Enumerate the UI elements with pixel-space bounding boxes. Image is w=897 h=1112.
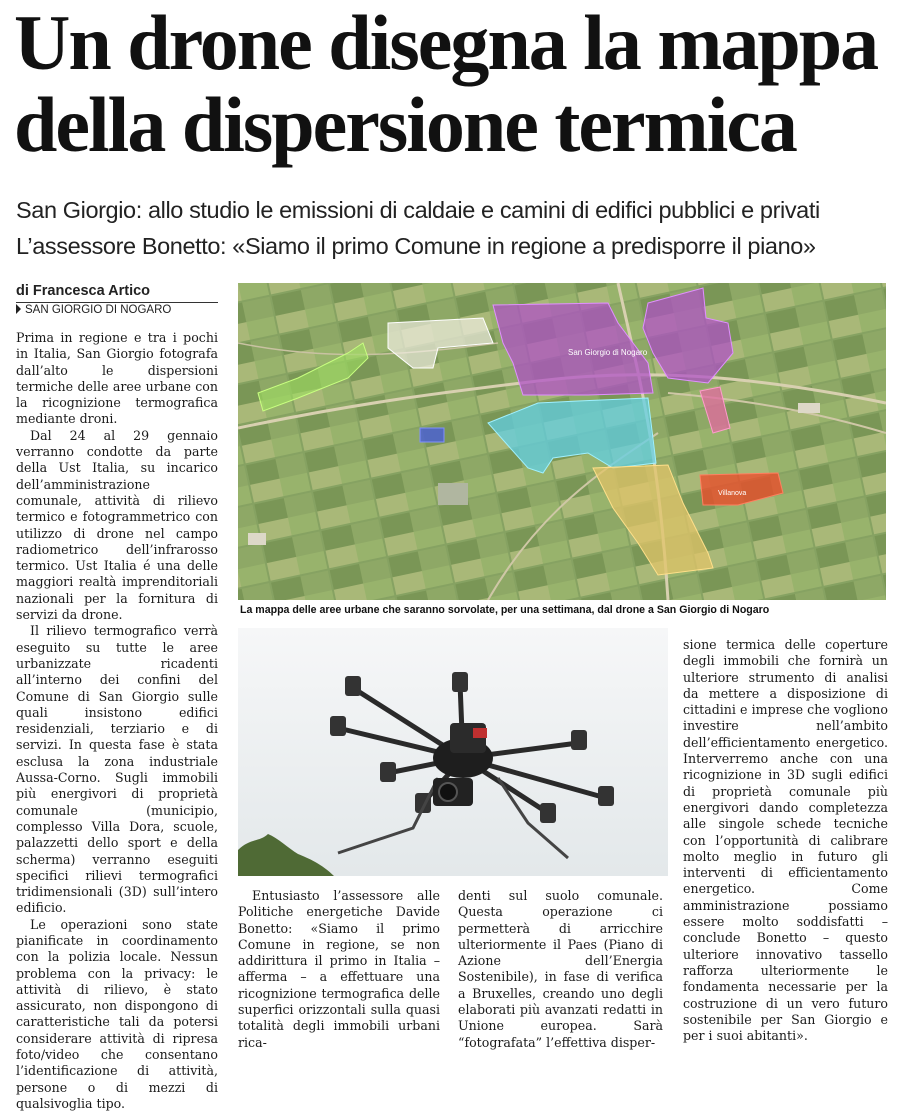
aerial-map-photo — [238, 283, 886, 600]
blue-area — [420, 428, 444, 442]
headline-line-1: Un drone disegna la mappa — [14, 0, 878, 86]
paragraph-4: Le operazioni sono state pianificate in coordinamento con la polizia locale. Nessun problema con la privacy: le attività di rilievo, è stato assicurato, non dispongono di caratteristiche tali da potersi considerare attività di ripresa foto/video che consentano l’identificazione di attività, persone o di mezzi di qualsivoglia tipo. — [16, 916, 218, 1111]
map-label-village: Villanova — [718, 490, 747, 497]
headline-line-2: della dispersione termica — [14, 81, 796, 168]
paragraph-3: Il rilievo termografico verrà eseguito su tutte le aree urbanizzate ricadenti all’interno dei confini del Comune di San Giorgio sulle quali insistono edifici residenziali, terziario e di servizi. In questa fase è stata esclusa la zona industriale Aussa-Corno. Sugli immobili più energivori di proprietà comunale (municipio, complesso Villa Dora, scuole, palazzetti dello sport e della scherma) verranno eseguiti specifici rilievi termografici tridimensionali (3D) sull’intero edificio. — [16, 623, 218, 916]
map-label-town: San Giorgio di Nogaro — [568, 348, 648, 357]
byline: di Francesca Artico — [16, 283, 151, 299]
headline — [14, 2, 889, 166]
drone-photo — [238, 628, 668, 876]
paragraph-1: Prima in regione e tra i pochi in Italia, San Giorgio fotografa dall’alto le dispersioni termiche delle aree urbane con la ricognizione termografica mediante droni. — [16, 330, 218, 427]
paragraph-6: denti sul suolo comunale. Questa operazione ci permetterà di arricchire ulteriormente il Paes (Piano di Azione dell’Energia Sostenibile), in fase di verifica a Bruxelles, creando uno degli elaborati più avanzati redatti in Unione europea. Sarà “fotografata” l’effettiva disper- — [458, 888, 663, 1050]
subhead-1: San Giorgio: allo studio le emissioni di caldaie e camini di edifici pubblici e privati — [16, 197, 820, 223]
dateline — [16, 304, 171, 316]
article-column-4 — [683, 637, 888, 1044]
subhead-2: L’assessore Bonetto: «Siamo il primo Comune in regione a predisporre il piano» — [16, 233, 816, 259]
article-column-3 — [458, 888, 663, 1051]
byline-rule — [16, 302, 218, 303]
triangle-marker-icon — [16, 304, 21, 314]
aerial-map-graphic — [238, 283, 886, 600]
map-caption: La mappa delle aree urbane che saranno sorvolate, per una settimana, dal drone a San Giorgio di Nogaro — [240, 604, 770, 616]
paragraph-7: sione termica delle coperture degli immobili che fornirà un ulteriore strumento di analisi da mettere a disposizione di cittadini e imprese che vogliono investire nell’ambito dell’efficientamento energetico. Interverremo anche con una ricognizione in 3D sugli edifici di proprietà comunale più energivori dando completezza alle singole schede tecniche con l’opportunità di calibrare molto meglio in futuro gli interventi di efficientamento energetico. Come amministrazione possiamo essere molto soddisfatti – conclude Bonetto – questo ulteriore innovativo tassello rafforza ulteriormente le fondamenta necessarie per la costruzione di un vero futuro sostenibile per San Giorgio e per i suoi abitanti». — [683, 637, 888, 1044]
paragraph-2: Dal 24 al 29 gennaio verranno condotte da parte della Ust Italia, su incarico dell’amministrazione comunale, attività di rilievo termico e fotogrammetrico con utilizzo di drone nel campo radiometrico dell’infrarosso termico. Ust Italia é una delle maggiori realtà imprenditoriali nazionali per la fornitura di servizi da drone. — [16, 427, 218, 623]
paragraph-5: Entusiasto l’assessore alle Politiche energetiche Davide Bonetto: «Siamo il primo Comune in regione, se non addirittura il primo in Italia – afferma – a effettuare una ricognizione termografica delle superfici orizzontali sulla quasi totalità degli immobili urbani rica- — [238, 888, 440, 1050]
article-column-1 — [16, 330, 218, 1112]
drone-graphic — [238, 628, 668, 876]
article-column-2 — [238, 888, 440, 1051]
dateline-text: SAN GIORGIO DI NOGARO — [25, 304, 172, 316]
